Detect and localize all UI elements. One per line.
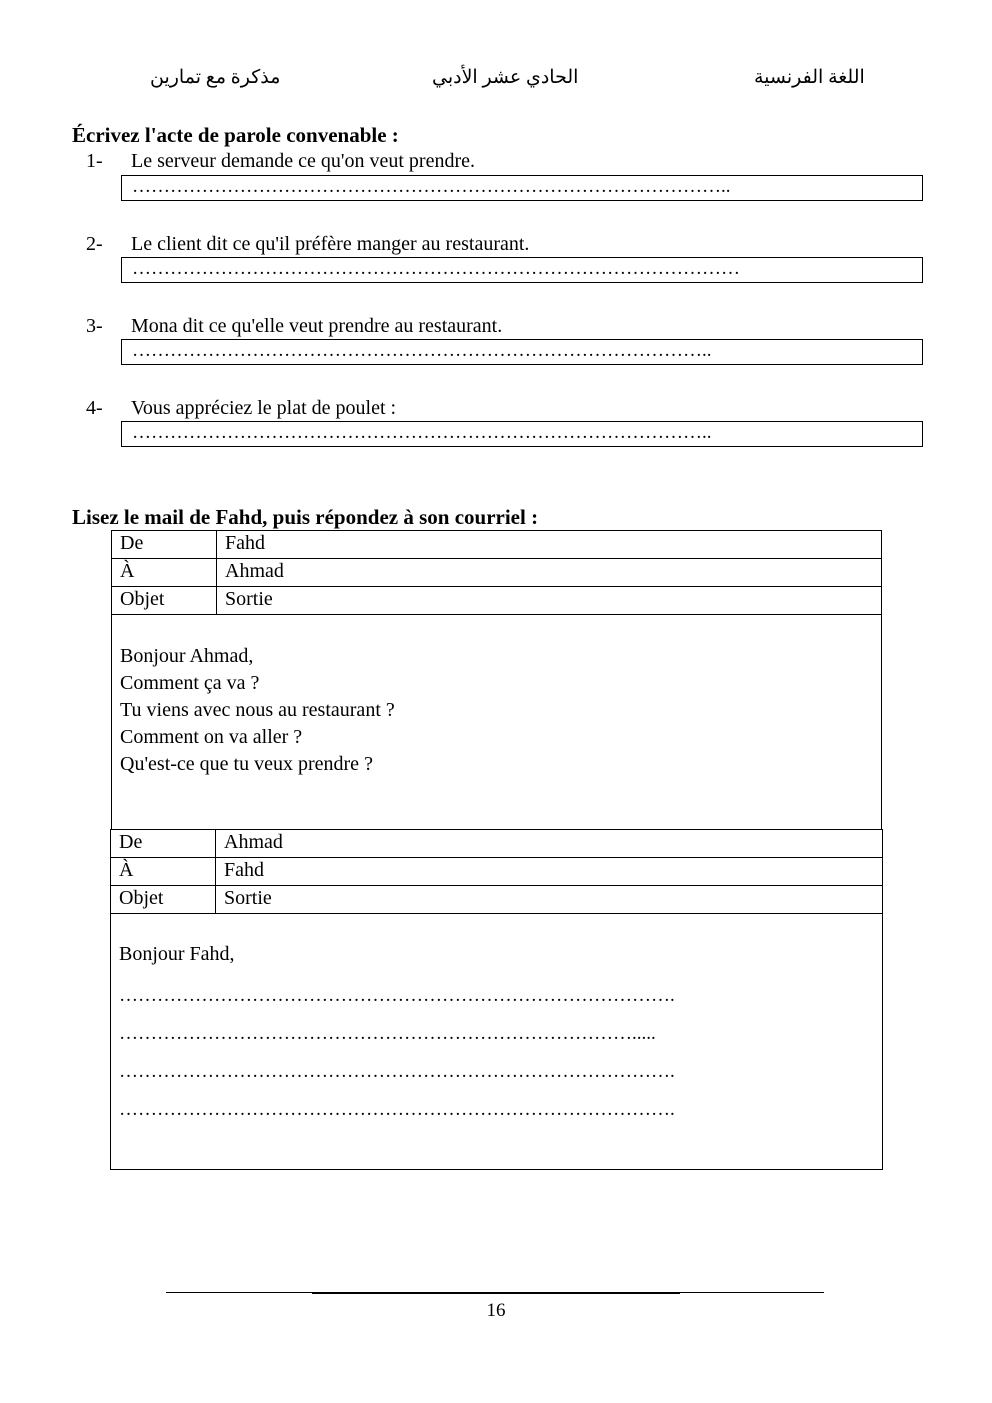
mail-body-line: Qu'est-ce que tu veux prendre ? [120, 753, 373, 775]
mail-body [112, 615, 882, 830]
page-number: 16 [486, 1300, 506, 1321]
mail-body-line: Comment on va aller ? [120, 726, 303, 748]
question-text: Mona dit ce qu'elle veut prendre au restaurant. [131, 315, 503, 337]
mail-field-label: À [111, 858, 216, 886]
reply-greeting: Bonjour Fahd, [119, 943, 235, 965]
footer-divider-accent [312, 1292, 680, 1294]
question-number: 2- [86, 233, 103, 255]
mail-field-value: Ahmad [217, 559, 882, 587]
mail-field-value: Fahd [216, 858, 883, 886]
answer-box[interactable]: ……………………………………………………………………………….. [121, 421, 923, 447]
incoming-mail-table [111, 530, 882, 830]
reply-mail-table [110, 829, 883, 1170]
section1-title: Écrivez l'acte de parole convenable : [72, 123, 399, 147]
answer-box[interactable]: ……………………………………………………………………………….. [121, 339, 923, 365]
mail-body-line: Tu viens avec nous au restaurant ? [120, 699, 395, 721]
answer-box[interactable]: …………………………………………………………………………………… [121, 257, 923, 283]
reply-answer-line[interactable]: ……………………………………………………………………………. [119, 985, 675, 1006]
mail-field-label: De [111, 830, 216, 858]
mail-field-value: Fahd [217, 531, 882, 559]
mail-field-value: Sortie [216, 886, 883, 914]
header-right-text: اللغة الفرنسية [754, 67, 865, 88]
header-center-text: الحادي عشر الأدبي [432, 67, 579, 88]
mail-field-label: À [112, 559, 217, 587]
header-left-text: مذكرة مع تمارين [150, 67, 281, 88]
mail-field-value: Sortie [217, 587, 882, 615]
mail-body-line: Comment ça va ? [120, 672, 260, 694]
question-number: 1- [86, 150, 103, 172]
question-text: Le client dit ce qu'il préfère manger au restaurant. [131, 233, 530, 255]
question-text: Le serveur demande ce qu'on veut prendre. [131, 150, 476, 172]
section2-title: Lisez le mail de Fahd, puis répondez à son courriel : [72, 505, 539, 529]
question-number: 4- [86, 397, 103, 419]
reply-answer-line[interactable]: ………………………………………………………………………..... [119, 1023, 656, 1044]
mail-field-label: De [112, 531, 217, 559]
mail-field-label: Objet [111, 886, 216, 914]
mail-field-value: Ahmad [216, 830, 883, 858]
mail-body-line: Bonjour Ahmad, [120, 645, 254, 667]
reply-answer-line[interactable]: ……………………………………………………………………………. [119, 1061, 675, 1082]
mail-field-label: Objet [112, 587, 217, 615]
reply-answer-line[interactable]: ……………………………………………………………………………. [119, 1099, 675, 1120]
question-number: 3- [86, 315, 103, 337]
reply-body[interactable] [111, 914, 883, 1170]
answer-box[interactable]: ………………………………………………………………………………….. [121, 175, 923, 201]
question-text: Vous appréciez le plat de poulet : [131, 397, 397, 419]
